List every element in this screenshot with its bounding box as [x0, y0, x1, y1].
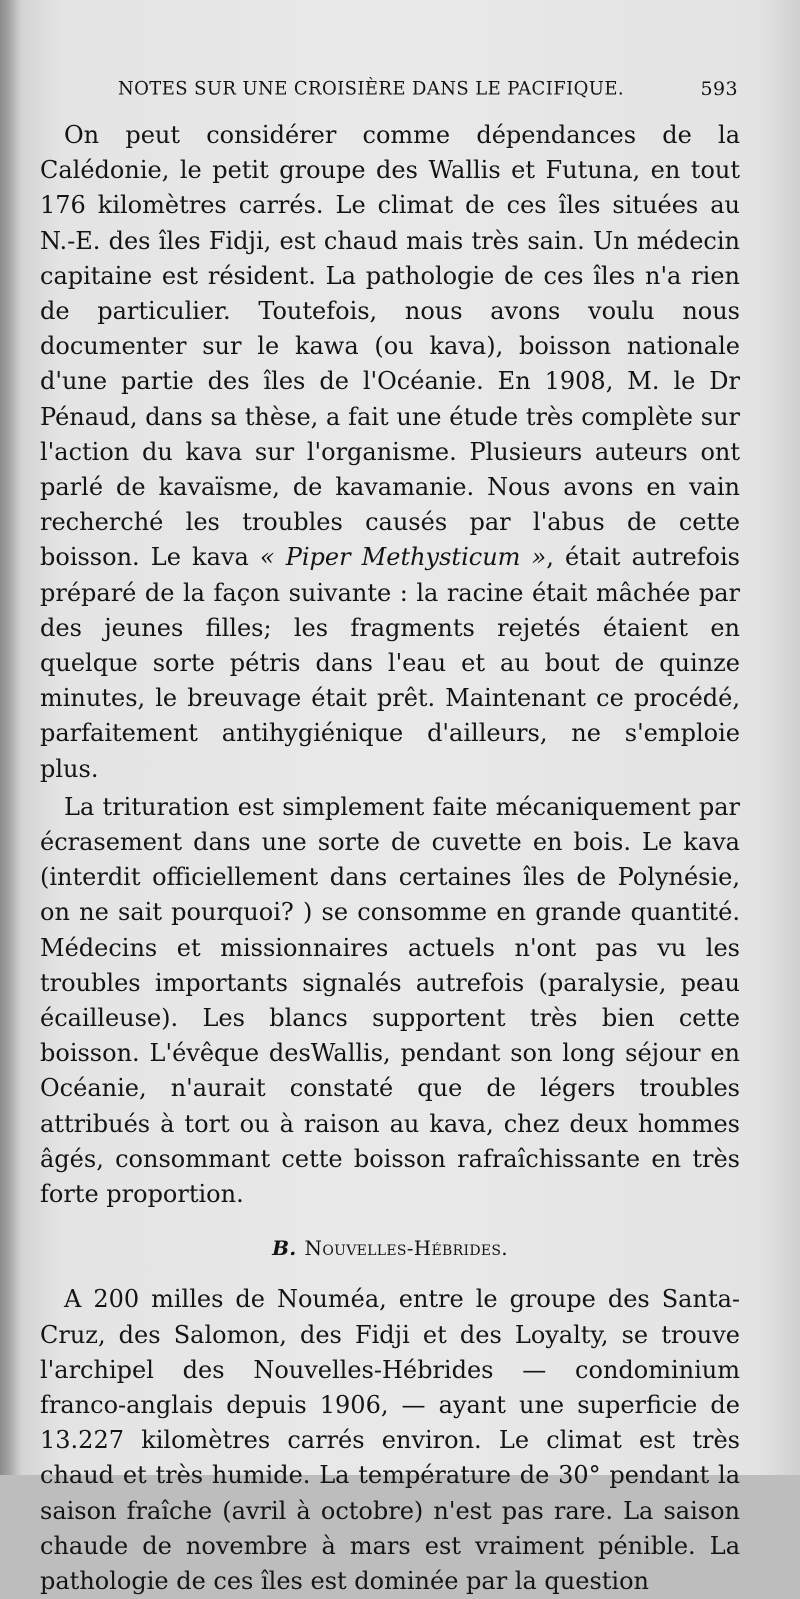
section-heading	[40, 1234, 740, 1262]
body-text	[40, 118, 740, 1599]
paragraph-text: On peut considérer comme dépendances de la Calédonie, le petit groupe des Wallis et Futuna, en tout 176 kilomètres carrés. Le climat de ces îles situées au N.-E. des îles Fidji, est chaud mais très sain. Un médecin capitaine est résident. La pathologie de ces îles n'a rien de particulier. Toutefois, nous avons voulu nous documenter sur le kawa (ou kava), boisson nationale d'une partie des îles de l'Océanie. En 1908, M. le Dr Pénaud, dans sa thèse, a fait une étude très complète sur l'action du kava sur l'organisme. Plusieurs auteurs ont parlé de kavaïsme, de kavamanie. Nous avons en vain recherché les troubles causés par l'abus de cette boisson. Le kava	[40, 121, 740, 572]
page-header	[118, 78, 738, 108]
running-title: NOTES SUR UNE CROISIÈRE DANS LE PACIFIQUE.	[118, 77, 625, 100]
section-letter: B.	[272, 1236, 297, 1261]
species-name: « Piper Methysticum »	[259, 543, 547, 572]
page-gutter-shadow	[0, 0, 22, 1475]
paragraph-nouvelles-hebrides: A 200 milles de Nouméa, entre le groupe des Santa-Cruz, des Salomon, des Fidji et des Loyalty, se trouve l'archipel des Nouvelles-Hébrides — condominium franco-anglais depuis 1906, — ayant une superficie de 13.227 kilomètres carrés environ. Le climat est très chaud et très humide. La température de 30° pendant la saison fraîche (avril à octobre) n'est pas rare. La saison chaude de novembre à mars est vraiment pénible. La pathologie de ces îles est dominée par la question	[40, 1285, 740, 1595]
paragraph-text-end: , était autrefois préparé de la façon suivante : la racine était mâchée par des jeunes filles; les fragments rejetés étaient en quelque sorte pétris dans l'eau et au bout de quinze minutes, le breuvage était prêt. Maintenant ce procédé, parfaitement antihygiénique d'ailleurs, ne s'emploie plus.	[40, 543, 740, 783]
paragraph-wallis-futuna	[40, 118, 740, 787]
section-title: Nouvelles-Hébrides.	[304, 1236, 508, 1261]
paragraph-trituration: La trituration est simplement faite mécaniquement par écrasement dans une sorte de cuvette en bois. Le kava (interdit officiellement dans certaines îles de Polynésie, on ne sait pourquoi? ) se consomme en grande quantité. Médecins et missionnaires actuels n'ont pas vu les troubles importants signalés autrefois (paralysie, peau écailleuse). Les blancs supportent très bien cette boisson. L'évêque desWallis, pendant son long séjour en Océanie, n'aurait constaté que de légers troubles attribués à tort ou à raison au kava, chez deux hommes âgés, consommant cette boisson rafraîchissante en très forte proportion.	[40, 792, 740, 1209]
page-number: 593	[700, 78, 738, 100]
